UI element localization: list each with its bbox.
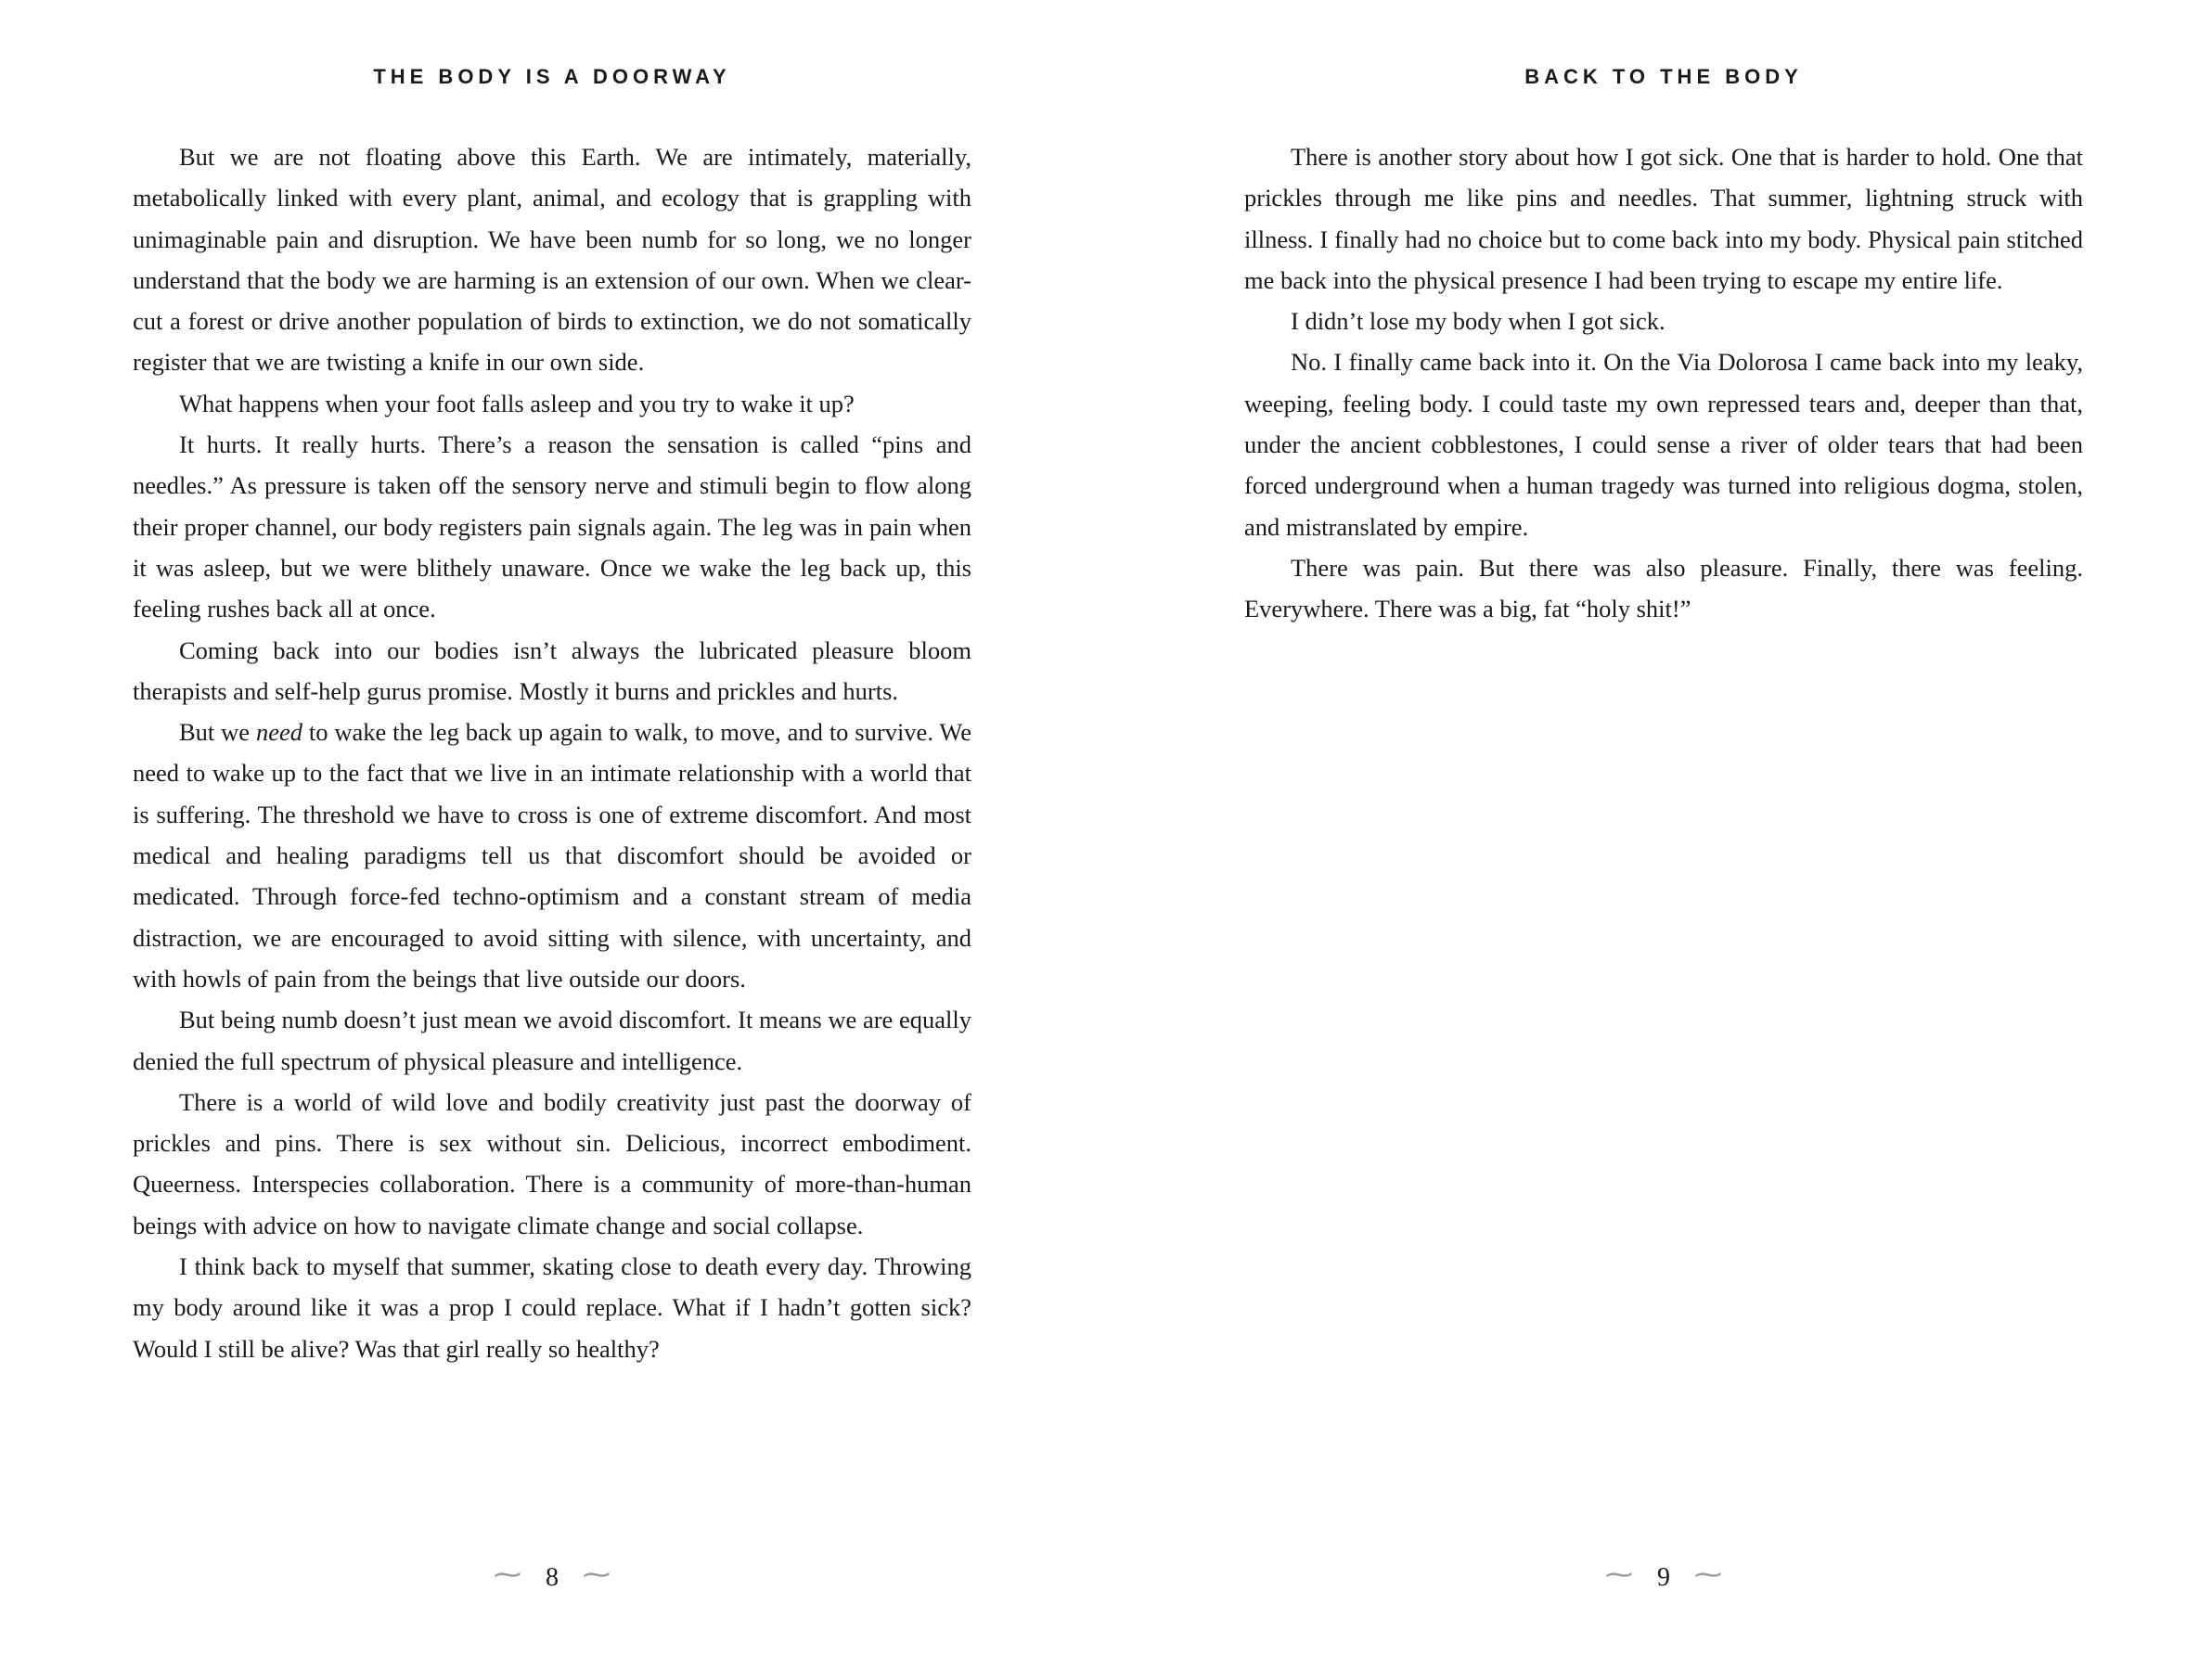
page-number-left: 8 (546, 1563, 559, 1592)
swash-ornament-icon: ⁓ (1694, 1559, 1722, 1590)
page-body-left (133, 136, 971, 1369)
running-header-right: BACK TO THE BODY (1524, 65, 1803, 88)
page-footer-left (133, 1559, 971, 1597)
paragraph: There was pain. But there was also pleasure. Finally, there was feeling. Everywhere. There was a big, fat “holy shit!” (1244, 553, 2083, 623)
paragraph: But we are not floating above this Earth. We are intimately, materially, metabolically linked with every plant, animal, and ecology that is grappling with unimaginable pain and disruption. We have been numb for so long, we no longer understand that the body we are harming is an extension of our own. When we clear-cut a forest or drive another population of birds to extinction, we do not somatically register that we are twisting a knife in our own side. (133, 143, 971, 377)
right-page (1244, 0, 2083, 1655)
swash-ornament-icon: ⁓ (583, 1559, 611, 1590)
page-body-right (1244, 136, 2083, 630)
page-number-right: 9 (1657, 1563, 1670, 1592)
paragraph: It hurts. It really hurts. There’s a reason the sensation is called “pins and needles.” As pressure is taken off the sensory nerve and stimuli begin to flow along their proper channel, our body registers pain signals again. The leg was in pain when it was asleep, but we were blithely unaware. Once we wake the leg back up, this feeling rushes back all at once. (133, 430, 971, 623)
paragraph: But we need to wake the leg back up again to walk, to move, and to survive. We need to wake up to the fact that we live in an intimate relationship with a world that is suffering. The threshold we have to cross is one of extreme discomfort. And most medical and healing paradigms tell us that discomfort should be avoided or medicated. Through force-fed techno-optimism and a constant stream of media distraction, we are encouraged to avoid sitting with silence, with uncertainty, and with howls of pain from the beings that live outside our doors. (133, 718, 972, 993)
paragraph: I didn’t lose my body when I got sick. (1291, 307, 1665, 336)
paragraph: Coming back into our bodies isn’t always the lubricated pleasure bloom therapists and self-help gurus promise. Mostly it burns and prickles and hurts. (133, 635, 971, 705)
running-header-left: THE BODY IS A DOORWAY (373, 65, 731, 88)
paragraph: There is a world of wild love and bodily creativity just past the doorway of prickles and pins. There is sex without sin. Delicious, incorrect embodiment. Queerness. Interspecies collaboration. There is a community of more-than-human beings with advice on how to navigate climate change and social collapse. (133, 1087, 971, 1239)
left-page (133, 0, 971, 1655)
paragraph: No. I finally came back into it. On the Via Dolorosa I came back into my leaky, weeping, feeling body. I could taste my own repressed tears and, deeper than that, under the ancient cobblestones, I could sense a river of older tears that had been forced underground when a human tragedy was turned into religious dogma, stolen, and mistranslated by empire. (1244, 348, 2083, 541)
paragraph: There is another story about how I got sick. One that is harder to hold. One that prickles through me like pins and needles. That summer, lightning struck with illness. I finally had no choice but to come back into my body. Physical pain stitched me back into the physical presence I had been trying to escape my entire life. (1244, 143, 2083, 294)
page-footer-right (1244, 1559, 2083, 1597)
paragraph: But being numb doesn’t just mean we avoid discomfort. It means we are equally denied the full spectrum of physical pleasure and intelligence. (133, 1006, 971, 1075)
paragraph: I think back to myself that summer, skating close to death every day. Throwing my body around like it was a prop I could replace. What if I hadn’t gotten sick? Would I still be alive? Was that girl really so healthy? (133, 1252, 971, 1363)
paragraph: What happens when your foot falls asleep and you try to wake it up? (179, 389, 855, 417)
swash-ornament-icon: ⁓ (494, 1559, 521, 1590)
swash-ornament-icon: ⁓ (1605, 1559, 1633, 1590)
